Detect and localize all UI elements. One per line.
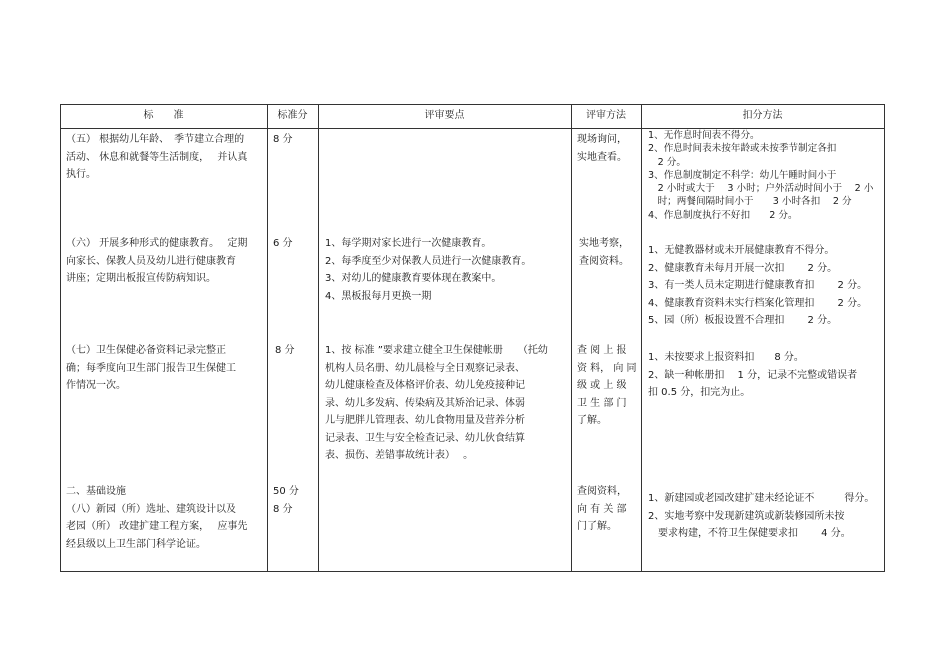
text-line: 2、缺一种帐册扣 1 分，记录不完整或错误者 [648, 369, 858, 381]
text-line: 实地查看。 [577, 151, 627, 163]
text-line: 5、园（所）板报设置不合理扣 2 分。 [648, 315, 838, 326]
row3-score [275, 342, 295, 360]
col-border-2 [318, 104, 319, 572]
text-line: 时；两餐间隔时间小于 3 小时各扣 2 分 [648, 196, 852, 208]
text-line: （五） 根据幼儿年龄、 季节建立合理的 [66, 134, 245, 145]
header-score: 标准分 [277, 110, 308, 121]
row1-method [577, 131, 627, 166]
text-line: 实地考察， [579, 238, 629, 249]
text-line: 2、每季度至少对保教人员进行一次健康教育。 [325, 255, 532, 267]
text-line: 3、对幼儿的健康教育要体现在教案中。 [325, 273, 502, 284]
row4-deduction [648, 490, 874, 543]
row4-score [273, 483, 299, 518]
text-line: （七）卫生保健必备资料记录完整正 [66, 345, 226, 356]
col-border-3 [571, 104, 572, 572]
row1-score [273, 131, 293, 149]
row1-standard [66, 131, 247, 184]
text-line: 老园（所） 改建扩建工程方案， 应事先 [66, 521, 248, 532]
text-line: 儿与肥胖儿管理表、幼儿食物用量及营养分析 [325, 415, 525, 426]
text-line: 幼儿健康检查及体格评价表、幼儿免疫接种记 [325, 380, 525, 391]
row3-points [325, 342, 548, 465]
row1-deduction [648, 129, 873, 222]
text-line: 经县级以上卫生部门科学论证。 [66, 538, 206, 550]
text-line: 2、健康教育未每月开展一次扣 2 分。 [648, 262, 838, 274]
row3-deduction [648, 349, 857, 402]
text-line: 门了解。 [577, 521, 617, 532]
text-line: 1、新建园或老园改建扩建未经论证不 得分。 [648, 493, 875, 504]
text-line: 1、未按要求上报资料扣 8 分。 [648, 352, 804, 363]
text-line: 1、无作息时间表不得分。 [648, 130, 760, 141]
col-border-left [60, 104, 61, 572]
row4-standard [66, 483, 247, 553]
col-border-4 [641, 104, 642, 572]
text-line: 表、损伤、差错事故统计表） 。 [325, 450, 474, 461]
text-line: 向家长、保教人员及幼儿进行健康教育 [66, 255, 236, 267]
row4-method [577, 483, 627, 536]
text-line: 要求构建，不符卫生保健要求扣 4 分。 [648, 528, 851, 539]
text-line: 2 分。 [648, 156, 686, 168]
text-line: 卫 生 部 门 [577, 397, 627, 409]
text-line: 1、每学期对家长进行一次健康教育。 [325, 238, 492, 249]
text-line: 2、实地考察中发现新建筑或新装修园所未按 [648, 510, 845, 522]
text-line: 3、有一类人员未定期进行健康教育扣 2 分。 [648, 280, 868, 291]
row2-points [325, 235, 531, 305]
text-line: 8 分 [273, 503, 293, 515]
text-line: 记录表、卫生与安全检查记录、幼儿伙食结算 [325, 432, 525, 444]
text-line: 2 小时或大于 3 小时；户外活动时间小于 2 小 [648, 183, 874, 195]
header-standard: 标 准 [143, 110, 184, 121]
text-line: 确；每季度向卫生部门报告卫生保健工 [66, 362, 236, 374]
col-border-right [884, 104, 885, 572]
text-line: 资 料， 向 同 [577, 362, 637, 374]
text-line: 查阅资料， [577, 486, 627, 497]
text-line: 8 分 [275, 345, 295, 356]
header-points: 评审要点 [424, 110, 465, 121]
text-line: 1、无健教器材或未开展健康教育不得分。 [648, 245, 835, 256]
text-line: 4、黑板报每月更换一期 [325, 290, 432, 302]
text-line: 二、基础设施 [66, 486, 126, 497]
text-line: 讲座；定期出板报宣传防病知识。 [66, 273, 216, 284]
text-line: （八）新园（所）选址、建筑设计以及 [66, 503, 236, 515]
row2-deduction [648, 242, 867, 330]
row3-method [577, 342, 637, 430]
text-line: 扣 0.5 分，扣完为止。 [648, 387, 751, 398]
text-line: 向 有 关 部 [577, 503, 627, 515]
text-line: （六） 开展多种形式的健康教育。 定期 [66, 238, 248, 249]
text-line: 活动、 休息和就餐等生活制度， 并认真 [66, 151, 248, 163]
text-line: 录、幼儿多发病、传染病及其矫治记录、体弱 [325, 397, 525, 409]
text-line: 查阅资料。 [579, 255, 629, 267]
col-border-1 [267, 104, 268, 572]
header-deduction: 扣分方法 [742, 110, 783, 121]
text-line: 50 分 [273, 486, 299, 497]
text-line: 1、按 标准 ”要求建立健全卫生保健帐册 （托幼 [325, 345, 548, 356]
text-line: 现场询问， [577, 134, 627, 145]
row2-method [579, 235, 629, 270]
text-line: 查 阅 上 报 [577, 345, 627, 356]
text-line: 2、作息时间表未按年龄或未按季节制定各扣 [648, 143, 837, 155]
row2-score [273, 235, 293, 253]
table-bottom-border [60, 571, 884, 572]
text-line: 3、作息制度制定不科学：幼儿午睡时间小于 [648, 169, 837, 181]
text-line: 执行。 [66, 169, 96, 180]
header-method: 评审方法 [586, 110, 626, 121]
text-line: 级 或 上 级 [577, 380, 627, 391]
row3-standard [66, 342, 236, 395]
text-line: 6 分 [273, 238, 293, 249]
text-line: 了解。 [577, 415, 607, 426]
text-line: 4、作息制度执行不好扣 2 分。 [648, 209, 798, 221]
row2-standard [66, 235, 247, 288]
text-line: 作情况一次。 [66, 380, 126, 391]
text-line: 8 分 [273, 134, 293, 145]
text-line: 4、健康教育资料未实行档案化管理扣 2 分。 [648, 297, 868, 309]
text-line: 机构人员名册、幼儿晨检与全日观察记录表、 [325, 362, 525, 374]
